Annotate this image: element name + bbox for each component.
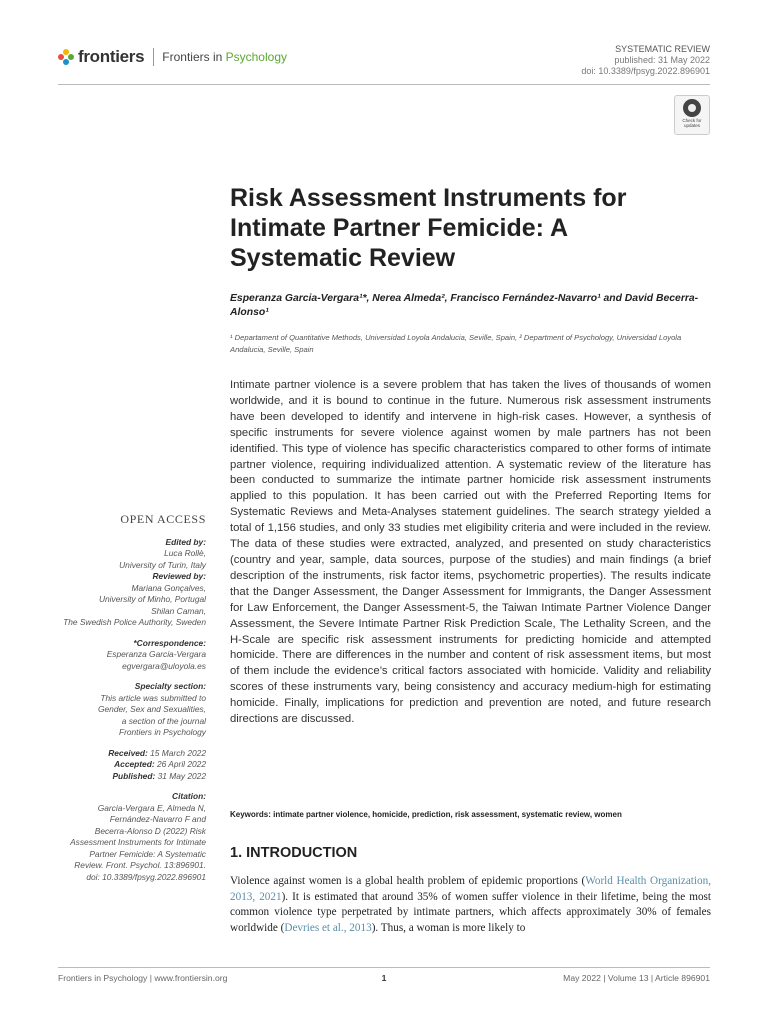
specialty-line: Frontiers in Psychology — [118, 727, 206, 737]
brand-wordmark: frontiers — [78, 47, 145, 66]
citation-line: Partner Femicide: A Systematic — [89, 848, 206, 859]
check-for-updates-button[interactable] — [674, 95, 710, 135]
correspondence-label: *Correspondence: — [133, 637, 206, 648]
article-meta — [581, 44, 710, 77]
citation-line: Becerra-Alonso D (2022) Risk — [94, 825, 206, 836]
abstract: Intimate partner violence is a severe problem that has taken the lives of thousands of women worldwide, and it is bound to continue in the future. Numerous risk assessment instruments have been developed to identify and intervene in high-risk cases. However, a synthesis of specific instruments for severe violence against women by male partners has not been identified. This type of violence has specific characteristics compared to other forms of intimate partner violence, requiring individualized attention. A systematic review of the literature has been conducted to summarize the intimate partner homicide risk assessment instruments applied to this population. It has been carried out with the Preferred Reporting Items for Systematic Reviews and Meta-Analyses statement guidelines. The search strategy yielded a total of 1,156 studies, and only 33 studies met eligibility criteria and were included in the review. The data of these studies were extracted, analyzed, and presented on study characteristics (country and year, sample, data sources, purpose of the studies) and main findings (a brief description of the instruments, risk factor items, psychometric properties). The results indicate that the Danger Assessment, the Danger Assessment for Immigrants, the Danger Assessment for Law Enforcement, the Danger Assessment-5, the Taiwan Intimate Partner Violence Danger Assessment, the Severe Intimate Partner Risk Prediction Scale, The Lethality Screen, and the H-Scale are specific risk assessment instruments for predicting homicide and attempted homicide. There are differences in the number and content of risk assessment items, but most of them include the evidence’s critical factors associated with homicide. Validity and reliability scores of these instruments vary, being consistency and accuracy medium-high for estimating homicide. Finally, implications for prediction and prevention are noted, and future research directions are discussed. — [230, 379, 711, 726]
check-updates-label: Check for updates — [682, 118, 702, 128]
citation-line: Fernández-Navarro F and — [109, 814, 206, 824]
keywords: Keywords: intimate partner violence, homicide, prediction, risk assessment, systematic review, women — [230, 810, 622, 819]
page-number: 1 — [381, 973, 387, 983]
doi-link[interactable]: doi: 10.3389/fpsyg.2022.896901 — [581, 66, 710, 76]
correspondence-name: Esperanza Garcia-Vergara — [106, 649, 206, 659]
specialty-line: This article was submitted to — [100, 692, 206, 703]
author-list[interactable]: Esperanza Garcia-Vergara¹*, Nerea Almeda², Francisco Fernández-Navarro¹ and David Becerra-Alonso¹ — [230, 293, 699, 318]
affiliations: ¹ Departament of Quantitative Methods, Universidad Loyola Andalucia, Seville, Spain, ² Department of Psychology, Universidad Loyola Andalucia, Seville, Spain — [230, 333, 682, 354]
section-heading-introduction: 1. INTRODUCTION — [230, 845, 358, 861]
citation-label: Citation: — [172, 791, 206, 801]
editor-name: Luca Rollè, — [164, 548, 206, 558]
citation-line: Review. Front. Psychol. 13:896901. — [74, 860, 206, 870]
frontiers-logo[interactable] — [58, 46, 287, 68]
footer-issue-info: May 2022 | Volume 13 | Article 896901 — [563, 973, 710, 983]
editor-affiliation: University of Turin, Italy — [119, 559, 206, 570]
journal-name: Frontiers in Psychology — [162, 50, 287, 64]
check-updates-icon — [683, 99, 701, 117]
reviewer-name: Mariana Gonçalves, — [131, 582, 206, 593]
citation-link[interactable]: Devries et al., 2013 — [284, 921, 372, 934]
accepted-date: Accepted: 26 April 2022 — [114, 759, 206, 769]
reviewed-by-label: Reviewed by: — [152, 571, 206, 581]
correspondence-email[interactable]: egvergara@uloyola.es — [122, 660, 206, 671]
footer-journal-link[interactable]: Frontiers in Psychology | www.frontiersin.org — [58, 973, 228, 983]
citation-line: doi: 10.3389/fpsyg.2022.896901 — [86, 871, 206, 882]
article-sidebar — [6, 514, 206, 883]
specialty-line: a section of the journal — [121, 715, 206, 726]
citation-link[interactable]: World Health Organization, 2013, 2021 — [230, 875, 711, 903]
header-divider — [58, 84, 710, 85]
specialty-line: Gender, Sex and Sexualities, — [97, 704, 206, 714]
reviewer-affiliation: The Swedish Police Authority, Sweden — [63, 617, 206, 627]
published-date-sidebar: Published: 31 May 2022 — [112, 770, 206, 781]
citation-line: Assessment Instruments for Intimate — [70, 837, 206, 847]
published-date: published: 31 May 2022 — [614, 55, 710, 65]
article-title: Risk Assessment Instruments for Intimate Partner Femicide: A Systematic Review — [230, 184, 627, 272]
specialty-label: Specialty section: — [134, 681, 206, 691]
logo-divider — [153, 48, 154, 66]
open-access-label: OPEN ACCESS — [120, 512, 206, 526]
introduction-text: Violence against women is a global health problem of epidemic proportions (World Health Organization, 2013, 2021). It is estimated that around 35% of women suffer violence in their lifetime, being the most common violence type perpetrated by intimate partners, which affects approximately 30% of females worldwide (Devries et al., 2013). Thus, a woman is more likely to — [230, 875, 712, 934]
article-type: SYSTEMATIC REVIEW — [615, 44, 710, 54]
reviewer-affiliation: University of Minho, Portugal — [98, 594, 206, 604]
citation-line: Garcia-Vergara E, Almeda N, — [97, 802, 206, 813]
edited-by-label: Edited by: — [165, 536, 206, 547]
reviewer-name: Shilan Caman, — [151, 605, 206, 616]
frontiers-logo-icon — [58, 49, 74, 65]
received-date: Received: 15 March 2022 — [108, 747, 206, 758]
footer-divider — [58, 967, 710, 968]
